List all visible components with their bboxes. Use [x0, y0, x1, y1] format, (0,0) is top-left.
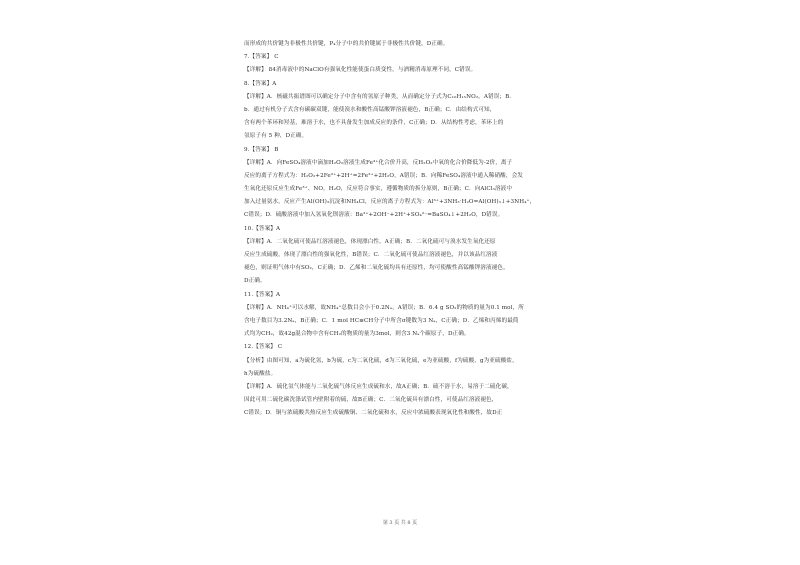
text-line: D正确。	[244, 278, 266, 285]
text-line: 反应的离子方程式为：H₂O₂+2Fe²⁺+2H⁺=2Fe³⁺+2H₂O，A错误；B．向稀FeSO₄溶液中通入稀硝酸，会发	[244, 172, 523, 179]
text-line: 加入过量氨水，反应产生Al(OH)₃沉淀和NH₄Cl，反应的离子方程式为：Al³⁺+3NH₃·H₂O=Al(OH)₃↓+3NH₄⁺，	[244, 199, 536, 206]
text-line: 11.【答案】A	[244, 291, 281, 298]
text-line: 7.【答案】 C	[244, 54, 279, 61]
text-line: 【详解】 84消毒液中的NaClO有强氧化性能使蛋白质变性，与酒精消毒原理不同，C错误。	[244, 67, 477, 74]
text-line: 8.【答案】A	[244, 80, 277, 87]
page-footer: 第 3 页 共 8 页	[382, 520, 418, 526]
text-line: 【详解】A．NH₄⁺可以水解，故NH₄⁺总数目会小于0.2Nₐ，A错误；B．6.4 g SO₂的物质的量为0.1 mol，所	[244, 304, 524, 311]
text-line: 而形成的共价键为非极性共价键，P₄分子中的共价键属于非极性共价键，D正确。	[244, 41, 449, 47]
text-line: 12.【答案】 C	[244, 344, 283, 351]
text-line: 【详解】A．核磁共振谱图可以确定分子中含有的氢原子种类，从而确定分子式为C₁₀H₁₅NO₂，A错误；B．	[244, 93, 515, 100]
answer-text-body	[244, 38, 576, 420]
text-line: 因此可用二硫化碳洗涤试管内壁附着的硫，故B正确；C．二氧化硫具有漂白性，可使品红溶液褪色，	[244, 397, 498, 404]
text-line: b．通过有机分子式含有碳碳双键，能使溴水和酸性高锰酸钾溶液褪色，B正确；C．由结构式可知，	[244, 106, 496, 113]
text-line: C错误；D．硫酸溶液中加入氢氧化钡溶液：Ba²⁺+2OH⁻+2H⁺+SO₄²⁻=BaSO₄↓+2H₂O，D错误。	[244, 212, 504, 219]
text-line: 生氧化还原反应生成Fe³⁺、NO，H₂O，反应符合事实，遵循物质的拆分原则，B正确；C．向AlCl₃溶液中	[244, 186, 513, 193]
text-line: 10.【答案】A	[244, 225, 281, 232]
text-line: 【详解】A．硫化氢气体能与二氧化硫气体反应生成硫和水，故A正确；B．硫不溶于水，易溶于二硫化碳，	[244, 383, 513, 390]
text-line: C错误；D．铜与浓硫酸共热反应生成硫酸铜、二氧化硫和水，反应中浓硫酸表现氧化性和酸性，故D正	[244, 410, 503, 417]
text-line: 含有两个苯环和羟基，难溶于水，也不具备发生加成反应的条件，C正确；D．从结构性考虑，苯环上的	[244, 120, 504, 127]
text-line: 【详解】A．向FeSO₄溶液中滴加H₂O₂溶液生成Fe³⁺化合价升高，反H₂O₂中氧的化合价降低为-2价，离子	[244, 159, 513, 166]
text-line: 【分析】由图可知，a为硫化氢，b为硫，c为二氧化硫，d为三氧化硫，e为亚硫酸，f为硫酸，g为亚硫酸盐，	[244, 357, 518, 364]
text-line: 【详解】A．二氧化硫可使品红溶液褪色，体现漂白性，A正确；B．二氧化硫可与溴水发生氧化还原	[244, 238, 496, 245]
text-line: 反应生成硫酸，体现了漂白性的强氧化性，B错误；C．二氧化硫可使品红溶液褪色，并以该品红溶液	[244, 252, 498, 258]
text-line: 9.【答案】 B	[244, 146, 279, 153]
text-line: 氢原子有 5 种，D正确。	[244, 133, 308, 140]
text-line: 式均为CH₂，故42g混合物中含有CH₂的物质的量为3mol，则含3 Nₐ个碳原子，D正确。	[244, 331, 470, 338]
text-line: 含电子数目为3.2Nₐ，B正确；C．1 mol HC≡CH分子中所含σ键数为3 Nₐ，C正确；D．乙烯和丙烯的最简	[244, 317, 519, 324]
text-line: 褪色，则证明气体中有SO₂，C正确；D．乙烯和二氧化硫均具有还原性，均可使酸性高锰酸钾溶液褪色，	[244, 265, 509, 272]
text-line: h为硫酸盐。	[244, 370, 277, 377]
